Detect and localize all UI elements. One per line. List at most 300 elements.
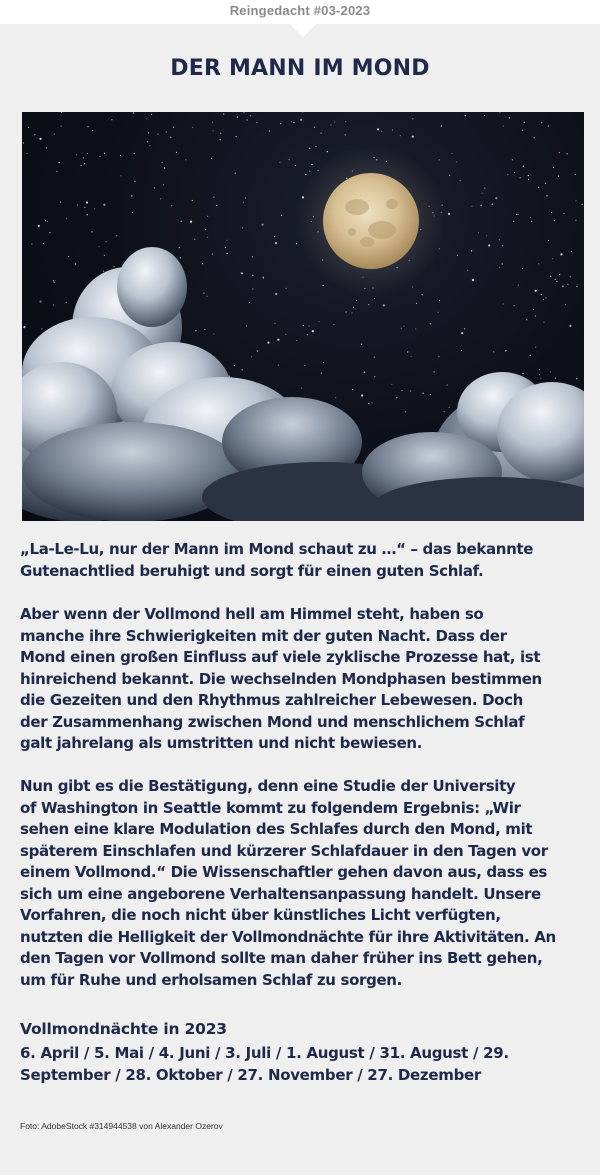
star	[274, 236, 275, 237]
star	[103, 204, 105, 206]
star	[275, 293, 277, 295]
star	[23, 326, 25, 328]
star	[311, 164, 312, 165]
star	[321, 133, 322, 134]
star	[318, 321, 319, 322]
star	[234, 365, 235, 366]
star	[522, 130, 523, 131]
star	[377, 128, 379, 130]
star	[449, 407, 450, 408]
star	[351, 312, 352, 313]
star	[323, 285, 324, 286]
star	[87, 153, 88, 154]
star	[92, 130, 93, 131]
star	[530, 217, 531, 218]
star	[545, 183, 546, 184]
star	[452, 153, 453, 154]
star	[226, 240, 227, 241]
star	[411, 356, 412, 357]
moon-photo-illustration	[22, 112, 584, 521]
star	[396, 397, 397, 398]
star	[195, 330, 196, 331]
star	[162, 162, 163, 163]
star	[434, 371, 435, 372]
star	[345, 121, 346, 122]
star	[478, 232, 479, 233]
star	[518, 285, 519, 286]
star	[45, 220, 46, 221]
star	[513, 221, 514, 222]
star	[522, 373, 523, 374]
star	[236, 136, 237, 137]
star	[149, 145, 150, 146]
star	[482, 193, 483, 194]
star	[381, 131, 382, 132]
star	[345, 134, 346, 135]
star	[569, 325, 571, 327]
star	[548, 125, 549, 126]
star	[157, 134, 158, 135]
star	[220, 139, 221, 140]
star	[252, 288, 253, 289]
star	[243, 202, 244, 203]
star	[243, 112, 244, 113]
star	[548, 240, 549, 241]
star	[103, 271, 104, 272]
star	[562, 285, 564, 287]
star	[576, 286, 577, 287]
star	[304, 365, 305, 366]
star	[75, 263, 76, 264]
star	[170, 137, 171, 138]
star	[391, 384, 392, 385]
star	[120, 155, 121, 156]
star	[484, 115, 485, 116]
star	[91, 231, 92, 232]
star	[148, 132, 149, 133]
star	[321, 373, 322, 374]
star	[439, 159, 440, 160]
star	[84, 207, 85, 208]
star	[565, 304, 566, 305]
star	[520, 177, 521, 178]
star	[461, 332, 463, 334]
star	[423, 393, 424, 394]
star	[492, 204, 493, 205]
star	[448, 213, 450, 215]
star	[467, 270, 468, 271]
star	[289, 159, 290, 160]
star	[575, 174, 576, 175]
star	[192, 127, 193, 128]
star	[116, 235, 117, 236]
star	[412, 136, 414, 138]
star	[251, 356, 252, 357]
star	[279, 162, 280, 163]
star	[456, 161, 457, 162]
star	[257, 350, 258, 351]
star	[368, 304, 369, 305]
star	[41, 328, 42, 329]
star	[543, 322, 544, 323]
star	[582, 204, 583, 205]
star	[327, 151, 328, 152]
star	[495, 197, 497, 199]
star	[185, 159, 186, 160]
star	[163, 184, 164, 185]
star	[43, 243, 44, 244]
star	[545, 297, 546, 298]
star	[246, 325, 247, 326]
star	[416, 303, 417, 304]
star	[252, 275, 253, 276]
star	[274, 323, 275, 324]
star	[249, 302, 250, 303]
star	[285, 334, 286, 335]
moon-photo	[22, 112, 584, 521]
star	[171, 205, 172, 206]
star	[223, 114, 224, 115]
star	[563, 213, 564, 214]
star	[87, 126, 88, 127]
star	[465, 115, 466, 116]
star	[278, 365, 279, 366]
star	[503, 125, 504, 126]
star	[534, 137, 535, 138]
star	[212, 122, 213, 123]
star	[488, 244, 490, 246]
star	[181, 221, 182, 222]
moon	[323, 173, 419, 269]
star	[305, 174, 306, 175]
star	[23, 142, 24, 143]
star	[263, 277, 264, 278]
star	[514, 172, 515, 173]
star	[269, 130, 270, 131]
star	[245, 197, 246, 198]
star	[31, 243, 32, 244]
star	[60, 202, 61, 203]
star	[509, 117, 510, 118]
paragraph-intro: „La-Le-Lu, nur der Mann im Mond schaut zu …“ – das bekannte Gutenachtlied beruhigt und sorgt für einen guten Schlaf.	[20, 540, 534, 580]
star	[352, 389, 353, 390]
star	[247, 119, 248, 120]
star	[361, 344, 362, 345]
star	[464, 328, 465, 329]
star	[133, 112, 134, 113]
star	[533, 309, 534, 310]
star	[242, 227, 243, 228]
star	[147, 141, 148, 142]
star	[213, 333, 214, 334]
star	[131, 195, 132, 196]
star	[471, 250, 472, 251]
star	[461, 350, 462, 351]
article-title: DER MANN IM MOND	[170, 56, 430, 81]
star	[364, 372, 365, 373]
star	[315, 146, 316, 147]
star	[242, 369, 243, 370]
star	[84, 163, 85, 164]
star	[237, 117, 238, 118]
star	[514, 305, 515, 306]
star	[83, 157, 84, 158]
star	[438, 312, 439, 313]
star	[146, 118, 147, 119]
star	[543, 299, 544, 300]
star	[404, 326, 405, 327]
star	[77, 204, 78, 205]
star	[309, 325, 310, 326]
star	[512, 159, 513, 160]
star	[493, 351, 494, 352]
star	[206, 296, 207, 297]
star	[528, 175, 529, 176]
star	[241, 272, 243, 274]
star	[106, 241, 107, 242]
star	[314, 127, 315, 128]
star	[256, 122, 257, 123]
star	[502, 245, 503, 246]
star	[309, 171, 310, 172]
star	[46, 147, 47, 148]
star	[34, 134, 35, 135]
star	[539, 369, 540, 370]
star	[522, 268, 523, 269]
star	[503, 303, 504, 304]
clouds-right	[362, 372, 584, 521]
star	[444, 411, 445, 412]
star	[104, 255, 105, 256]
star	[54, 282, 55, 283]
star	[250, 115, 251, 116]
star	[523, 166, 524, 167]
star	[176, 152, 177, 153]
star	[415, 328, 416, 329]
star	[538, 187, 539, 188]
star	[353, 307, 354, 308]
star	[371, 402, 372, 403]
star	[401, 328, 402, 329]
star	[484, 188, 485, 189]
star	[54, 134, 55, 135]
star	[291, 121, 292, 122]
star	[401, 390, 402, 391]
star	[312, 330, 314, 332]
star	[559, 152, 560, 153]
star	[374, 376, 375, 377]
star	[550, 276, 551, 277]
star	[447, 384, 448, 385]
star	[86, 201, 88, 203]
star	[99, 246, 100, 247]
paragraph-study: Nun gibt es die Bestätigung, denn eine Studie der University of Washington in Seattle kommt zu folgendem Ergebnis: „Wir sehen eine klare Modulation des Schlafes durch den Mond, mit späterem Einschlafen und kürzerer Schlafdauer in den Tagen vor einem Vollmond.“ Die Wissenschaftler gehen davon aus, dass es sich um eine angeborene Verhaltensanpassung handelt. Unsere Vorfahren, die noch nicht über künstliches Licht verfügten, nutzten die Helligkeit der Vollmondnächte für ihre Aktivitäten. An den Tagen vor Vollmond sollte man daher früher ins Bett gehen, um für Ruhe und erholsamen Schlaf zu sorgen.	[20, 777, 556, 989]
star	[267, 342, 269, 344]
star	[61, 112, 62, 113]
star	[111, 119, 112, 120]
star	[571, 251, 572, 252]
star	[575, 200, 576, 201]
star	[134, 153, 135, 154]
star	[356, 300, 357, 301]
star	[550, 371, 551, 372]
star	[212, 254, 213, 255]
star	[507, 174, 508, 175]
star	[535, 347, 536, 348]
star	[430, 323, 431, 324]
star	[405, 411, 406, 412]
star	[422, 294, 423, 295]
star	[555, 279, 556, 280]
star	[441, 125, 442, 126]
star	[47, 221, 48, 222]
star	[439, 300, 440, 301]
paragraph-moon-influence: Aber wenn der Vollmond hell am Himmel steht, haben so manche ihre Schwierigkeiten mit der guten Nacht. Dass der Mond einen großen Einfluss auf viele zyklische Prozesse hat, ist hinreichend bekannt. Die wechselnden Mondphasen bestimmen die Gezeiten und den Rhythmus zahlreicher Lebewesen. Doch der Zusammenhang zwischen Mond und menschlichem Schlaf galt jahrelang als umstritten und nicht bewiesen.	[20, 605, 542, 752]
star	[555, 378, 556, 379]
issue-label: Reingedacht #03-2023	[229, 3, 371, 18]
star	[285, 288, 286, 289]
star	[180, 257, 181, 258]
star	[412, 118, 413, 119]
star	[575, 220, 576, 221]
star	[207, 237, 208, 238]
star	[499, 112, 500, 113]
star	[307, 334, 308, 335]
star	[66, 302, 67, 303]
star	[524, 122, 525, 123]
star	[374, 298, 375, 299]
star	[538, 263, 539, 264]
star	[333, 324, 334, 325]
header-bar	[0, 0, 600, 24]
star	[526, 319, 527, 320]
star	[457, 255, 458, 256]
star	[280, 123, 281, 124]
star	[300, 119, 302, 121]
star	[567, 284, 568, 285]
star	[481, 205, 482, 206]
header-notch	[290, 24, 316, 37]
star	[262, 224, 264, 226]
star	[203, 293, 204, 294]
star	[213, 130, 214, 131]
star	[430, 394, 431, 395]
star	[528, 179, 529, 180]
star	[540, 378, 541, 379]
star	[383, 304, 385, 306]
star	[438, 356, 439, 357]
star	[546, 195, 547, 196]
star	[499, 267, 500, 268]
star	[449, 175, 450, 176]
star	[296, 340, 297, 341]
star	[374, 357, 375, 358]
star	[194, 239, 195, 240]
star	[173, 127, 174, 128]
star	[225, 247, 226, 248]
star	[486, 235, 487, 236]
star	[235, 173, 236, 174]
star	[567, 153, 568, 154]
star	[570, 276, 571, 277]
star	[68, 256, 69, 257]
star	[134, 181, 135, 182]
star	[559, 274, 560, 275]
star	[303, 325, 304, 326]
star	[277, 339, 279, 341]
star	[39, 138, 41, 140]
photo-credit: Foto: AdobeStock #314944538 von Alexander Ozerov	[20, 1121, 223, 1131]
star	[302, 112, 303, 113]
star	[81, 165, 82, 166]
star	[49, 232, 50, 233]
star	[204, 329, 205, 330]
star	[38, 225, 40, 227]
star	[220, 133, 221, 134]
star	[104, 153, 105, 154]
star	[76, 154, 77, 155]
star	[330, 125, 331, 126]
star	[114, 266, 115, 267]
star	[552, 258, 553, 259]
star	[275, 242, 277, 244]
star	[502, 263, 503, 264]
star	[154, 187, 155, 188]
star	[39, 301, 41, 303]
star	[94, 208, 95, 209]
star	[160, 198, 161, 199]
star	[164, 167, 165, 168]
star	[100, 156, 101, 157]
star	[28, 127, 29, 128]
star	[166, 131, 167, 132]
star	[530, 355, 531, 356]
star	[471, 206, 472, 207]
star	[87, 214, 88, 215]
star	[205, 229, 206, 230]
star	[295, 165, 296, 166]
star	[368, 403, 369, 404]
star	[400, 135, 401, 136]
star	[412, 286, 413, 287]
star	[179, 247, 180, 248]
star	[301, 388, 302, 389]
star	[516, 214, 517, 215]
full-moon-dates-heading: Vollmondnächte in 2023	[20, 1020, 227, 1038]
star	[207, 216, 208, 217]
star	[293, 122, 294, 123]
star	[460, 180, 461, 181]
star	[281, 215, 282, 216]
star	[410, 390, 411, 391]
star	[26, 153, 27, 154]
star	[120, 175, 121, 176]
star	[535, 290, 537, 292]
star	[56, 171, 57, 172]
star	[334, 121, 335, 122]
star	[213, 197, 214, 198]
star	[505, 350, 506, 351]
star	[576, 378, 577, 379]
star	[361, 394, 363, 396]
star	[560, 253, 562, 255]
star	[541, 294, 542, 295]
star	[335, 397, 336, 398]
star	[202, 263, 203, 264]
star	[66, 218, 67, 219]
star	[190, 221, 192, 223]
star	[227, 253, 228, 254]
